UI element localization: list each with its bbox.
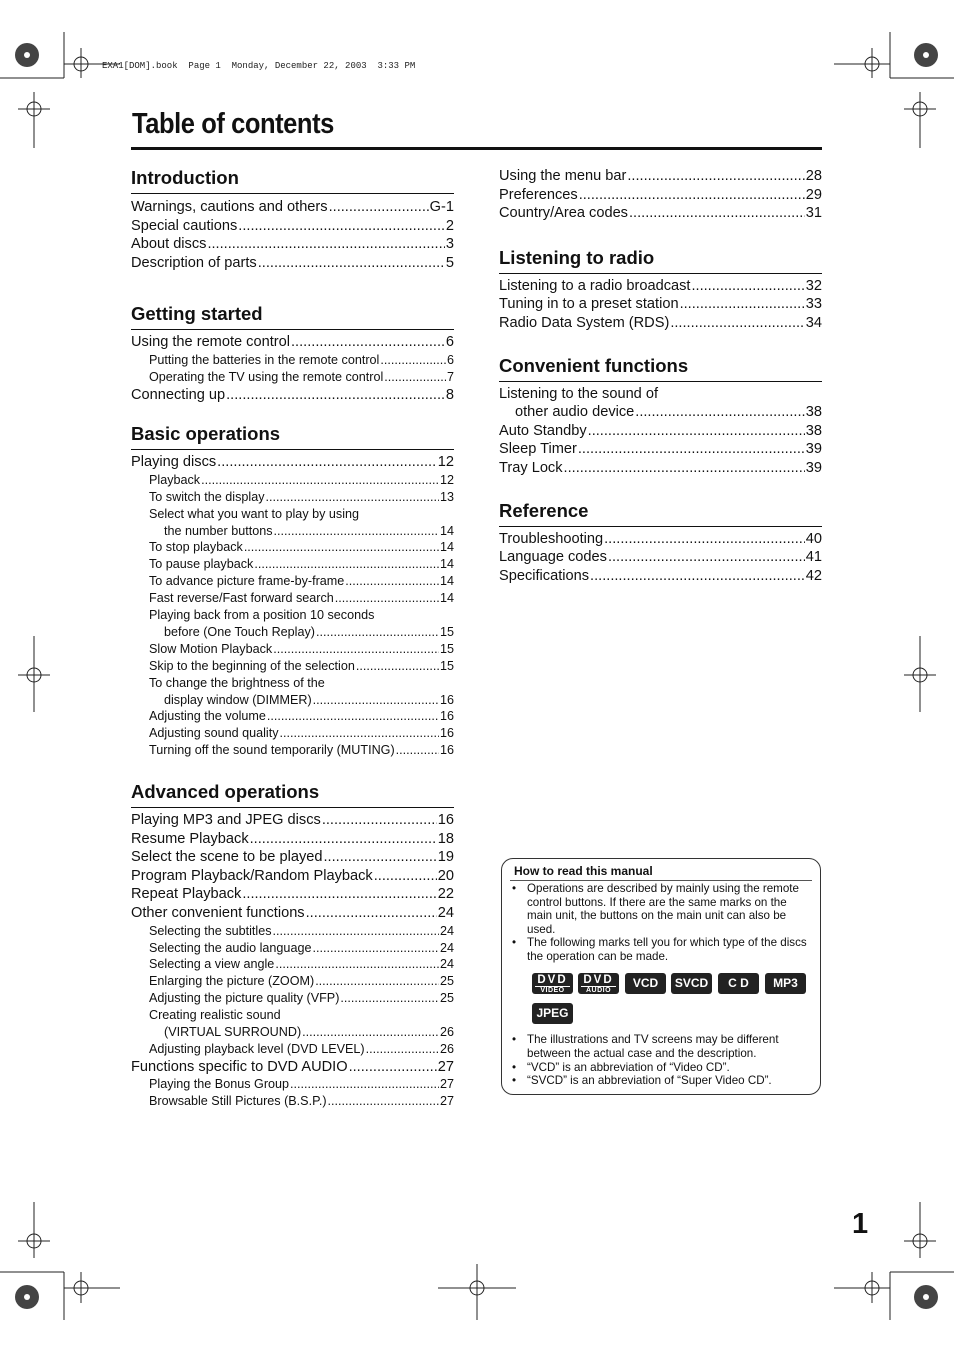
toc-subentry[interactable]: Adjusting the volume ..... 16 (131, 708, 454, 725)
page-number: 1 (852, 1208, 869, 1240)
toc-right-column (499, 167, 822, 585)
section-title: Introduction (131, 167, 454, 194)
toc-subentry[interactable]: Putting the batteries in the remote control ..... 6 (131, 352, 454, 369)
toc-subentry[interactable]: Selecting the audio language ..... 24 (131, 940, 454, 957)
page-title: Table of contents (132, 108, 334, 140)
toc-entry[interactable]: Listening to a radio broadcast ..... 32 (499, 277, 822, 296)
toc-entry[interactable]: Using the menu bar ..... 28 (499, 167, 822, 186)
toc-subentry[interactable]: Turning off the sound temporarily (MUTING) ..... 16 (131, 742, 454, 759)
section-title: Listening to radio (499, 247, 822, 274)
toc-left-column (131, 167, 454, 1110)
toc-entry[interactable]: Resume Playback ..... 18 (131, 830, 454, 849)
cd-badge: C D (718, 973, 759, 994)
toc-entry[interactable]: Connecting up ..... 8 (131, 386, 454, 405)
toc-entry[interactable]: Radio Data System (RDS) ..... 34 (499, 314, 822, 333)
toc-subentry[interactable]: (VIRTUAL SURROUND) ..... 26 (131, 1024, 454, 1041)
section-convenient-functions (499, 355, 822, 478)
section-title: Convenient functions (499, 355, 822, 382)
toc-subentry[interactable]: before (One Touch Replay) ..... 15 (131, 624, 454, 641)
toc-subentry[interactable]: To pause playback ..... 14 (131, 556, 454, 573)
toc-subentry[interactable]: To stop playback ..... 14 (131, 540, 454, 557)
toc-subentry-line1[interactable]: Playing back from a position 10 seconds (149, 608, 375, 623)
toc-entry[interactable]: Warnings, cautions and others ..... G-1 (131, 198, 454, 217)
toc-entry[interactable]: Language codes ..... 41 (499, 548, 822, 567)
toc-subentry[interactable]: Selecting a view angle ..... 24 (131, 956, 454, 973)
toc-entry[interactable]: Functions specific to DVD AUDIO ..... 27 (131, 1058, 454, 1077)
toc-subentry[interactable]: To advance picture frame-by-frame ..... 14 (131, 573, 454, 590)
toc-subentry[interactable]: Adjusting the picture quality (VFP) ..... 25 (131, 990, 454, 1007)
box-title: How to read this manual (514, 864, 653, 878)
section-basic-operations (131, 423, 454, 759)
toc-entry[interactable]: other audio device ..... 38 (499, 403, 822, 422)
toc-entry[interactable]: Tuning in to a preset station ..... 33 (499, 295, 822, 314)
mp3-badge: MP3 (765, 973, 806, 994)
toc-entry[interactable]: Tray Lock ..... 39 (499, 459, 822, 478)
box-separator (510, 880, 812, 881)
toc-entry[interactable]: Select the scene to be played ..... 19 (131, 848, 454, 867)
toc-entry[interactable]: Preferences ..... 29 (499, 186, 822, 205)
toc-subentry-line1[interactable]: To change the brightness of the (149, 675, 325, 690)
section-title: Reference (499, 500, 822, 527)
vcd-badge: VCD (625, 973, 666, 994)
svcd-badge: SVCD (671, 973, 712, 994)
toc-entry[interactable]: Special cautions ..... 2 (131, 217, 454, 236)
jpeg-badge: JPEG (532, 1003, 573, 1024)
toc-subentry[interactable]: Skip to the beginning of the selection ..... 15 (131, 658, 454, 675)
toc-subentry[interactable]: Enlarging the picture (ZOOM) ..... 25 (131, 973, 454, 990)
section-title: Advanced operations (131, 781, 454, 808)
toc-entry[interactable]: Specifications ..... 42 (499, 567, 822, 586)
toc-subentry[interactable]: To switch the display ..... 13 (131, 489, 454, 506)
toc-entry[interactable]: Repeat Playback ..... 22 (131, 885, 454, 904)
toc-entry[interactable]: Using the remote control ..... 6 (131, 333, 454, 352)
dvd-video-badge: DVD VIDEO (532, 973, 573, 994)
toc-subentry[interactable]: display window (DIMMER) ..... 16 (131, 692, 454, 709)
toc-entry[interactable]: Country/Area codes ..... 31 (499, 204, 822, 223)
toc-entry[interactable]: Playing MP3 and JPEG discs ..... 16 (131, 811, 454, 830)
section-title: Getting started (131, 303, 454, 330)
dvd-audio-badge: DVD AUDIO (578, 973, 619, 994)
toc-subentry[interactable]: Adjusting playback level (DVD LEVEL) ..... 26 (131, 1041, 454, 1058)
section-reference (499, 500, 822, 586)
section-advanced-operations (131, 781, 454, 1110)
print-header-line: EXA1[DOM].book Page 1 Monday, December 22, 2003 3:33 PM (102, 61, 416, 71)
section-continued (499, 167, 822, 223)
toc-entry-line1[interactable]: Listening to the sound of (499, 385, 659, 402)
toc-entry[interactable]: Sleep Timer ..... 39 (499, 440, 822, 459)
toc-subentry[interactable]: Browsable Still Pictures (B.S.P.) ..... 27 (131, 1093, 454, 1110)
toc-entry[interactable]: Playing discs ..... 12 (131, 453, 454, 472)
toc-entry[interactable]: Auto Standby ..... 38 (499, 422, 822, 441)
toc-entry[interactable]: Program Playback/Random Playback ..... 20 (131, 867, 454, 886)
how-to-read-box: How to read this manual • Operations are described by mainly using the remote control buttons. If there are the same marks on the main unit, the buttons on the main unit can also be used. • The following marks tell you for which type of the discs the operation can be made. DVD VIDEO DVD AUDIO VCD SVCD C D MP3 JPEG • The illustrations and TV screens may be different between the actual case and the description. • “VCD” is an abbreviation of “Video CD”. • “SVCD” is an abbreviation of “Super Video CD”. (501, 858, 821, 1095)
toc-subentry[interactable]: Operating the TV using the remote control ..... 7 (131, 369, 454, 386)
title-rule (131, 147, 822, 150)
section-listening-to-radio (499, 247, 822, 333)
toc-subentry[interactable]: Fast reverse/Fast forward search ..... 14 (131, 590, 454, 607)
toc-subentry[interactable]: Playing the Bonus Group ..... 27 (131, 1076, 454, 1093)
toc-subentry[interactable]: Selecting the subtitles ..... 24 (131, 923, 454, 940)
toc-subentry[interactable]: Slow Motion Playback ..... 15 (131, 641, 454, 658)
toc-subentry-line1[interactable]: Select what you want to play by using (149, 506, 360, 521)
section-introduction (131, 167, 454, 272)
toc-entry[interactable]: Description of parts ..... 5 (131, 254, 454, 273)
section-title: Basic operations (131, 423, 454, 450)
toc-subentry[interactable]: the number buttons ..... 14 (131, 523, 454, 540)
toc-subentry[interactable]: Playback ..... 12 (131, 472, 454, 489)
toc-subentry-line1[interactable]: Creating realistic sound (149, 1008, 281, 1023)
toc-entry[interactable]: About discs ..... 3 (131, 235, 454, 254)
section-getting-started (131, 303, 454, 404)
toc-entry[interactable]: Troubleshooting ..... 40 (499, 530, 822, 549)
toc-subentry[interactable]: Adjusting sound quality ..... 16 (131, 725, 454, 742)
toc-entry[interactable]: Other convenient functions ..... 24 (131, 904, 454, 923)
